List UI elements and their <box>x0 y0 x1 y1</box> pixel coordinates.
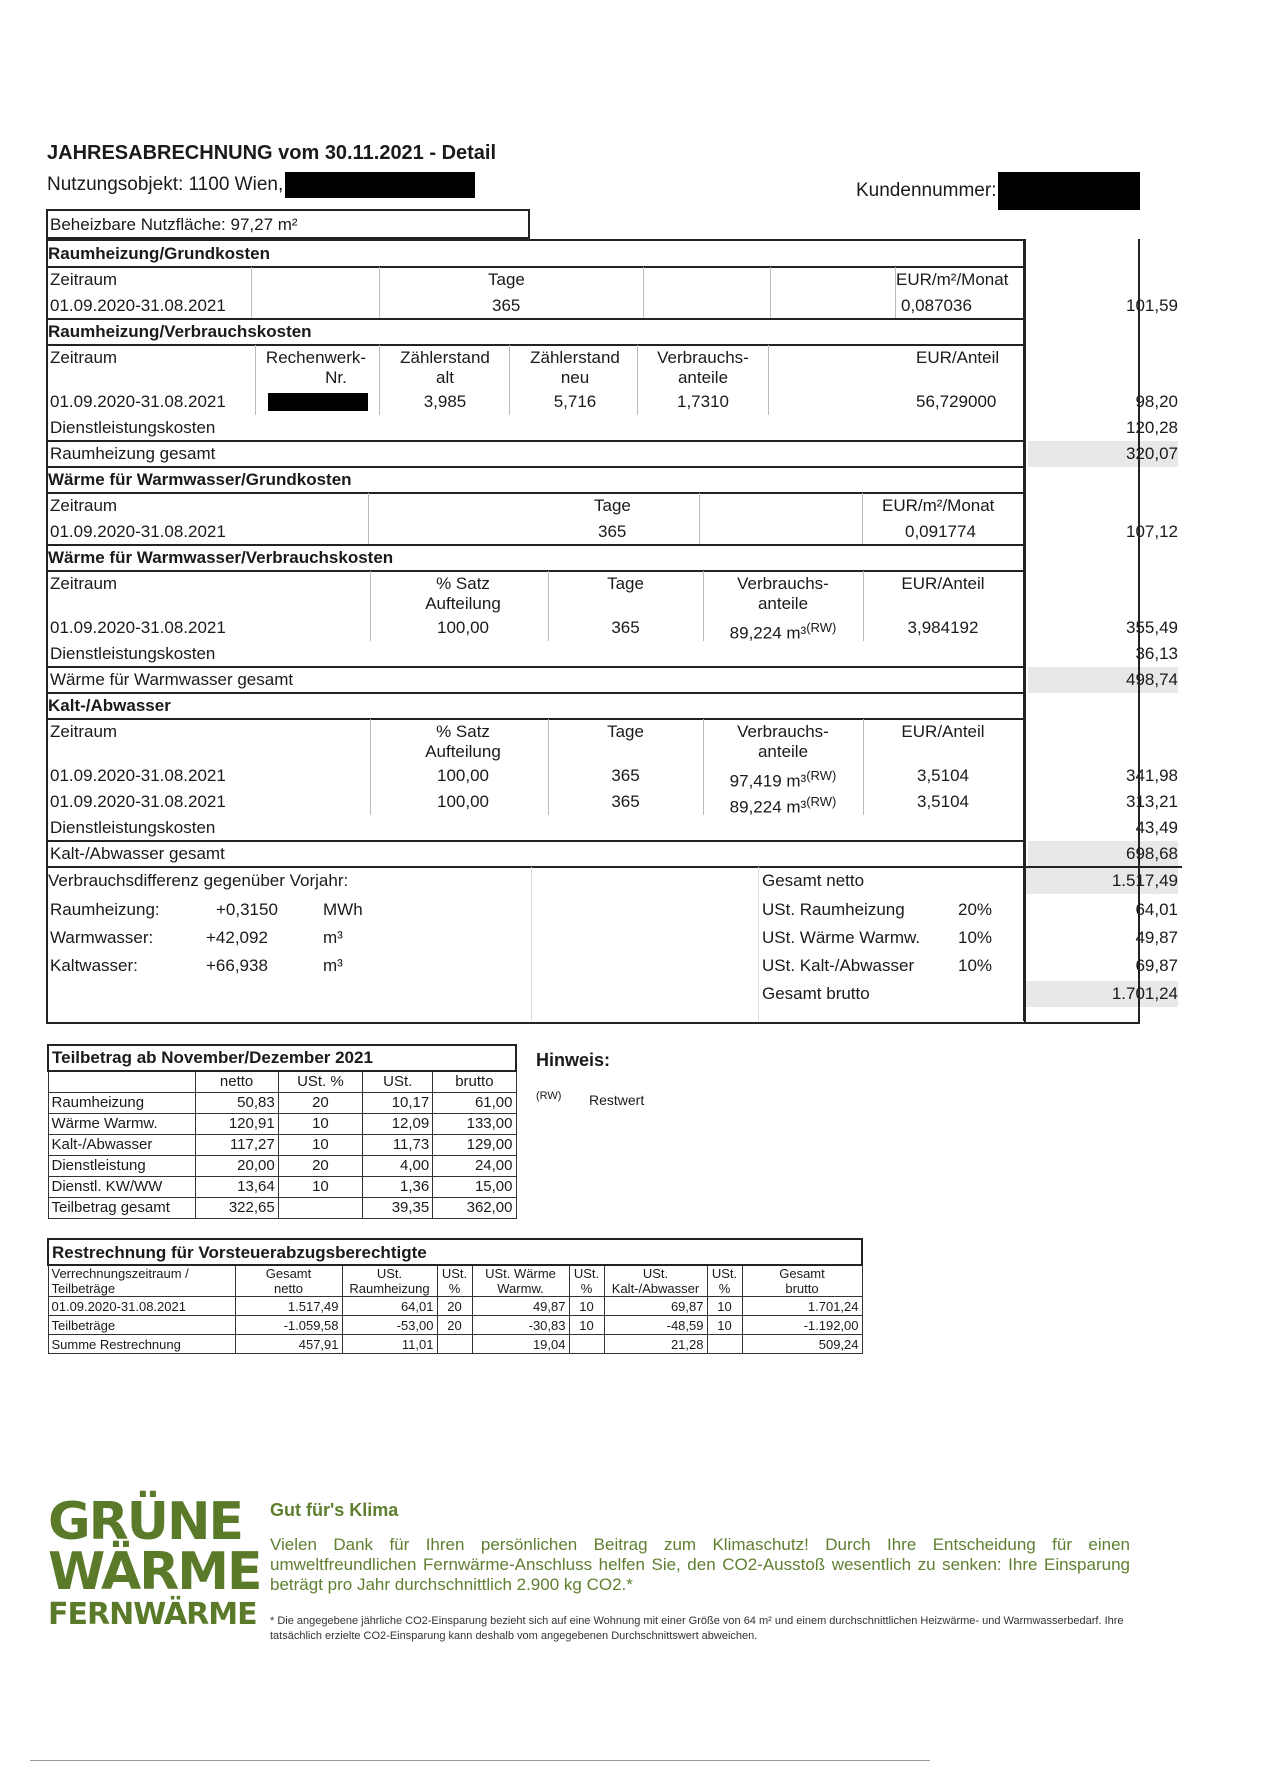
summary-row: Gesamt netto 1.517,49 <box>762 868 1182 894</box>
gruene-waerme-logo: GRÜNE WÄRME FERNWÄRME <box>48 1492 261 1632</box>
table-row: Dienstl. KW/WW 13,64 10 1,36 15,00 <box>48 1177 516 1198</box>
section-title: Raumheizung/Verbrauchskosten <box>48 322 312 341</box>
table-row: Dienstleistungskosten 43,49 <box>50 818 1178 837</box>
summary-row: Gesamt brutto 1.701,24 <box>762 981 1182 1007</box>
summary-frame <box>1024 864 1140 1024</box>
table-row: Teilbeträge -1.059,58 -53,00 20 -30,83 10 -48,59 10 -1.192,00 <box>48 1316 862 1335</box>
nutzungsobjekt: Nutzungsobjekt: 1100 Wien, <box>47 172 475 198</box>
section-title: Kalt-/Abwasser <box>48 696 171 715</box>
diff-title: Verbrauchsdifferenz gegenüber Vorjahr: <box>48 871 349 890</box>
table-row: 01.09.2020-31.08.2021 1.517,49 64,01 20 49,87 10 69,87 10 1.701,24 <box>48 1297 862 1316</box>
table-header: Zeitraum Rechenwerk- Nr. Zählerstand alt Zählerstand neu Verbrauchs- anteile EUR/Anteil <box>50 348 1000 387</box>
table-row: 01.09.2020-31.08.2021 3,985 5,716 1,7310 56,729000 98,20 <box>50 392 1178 411</box>
footer-text: Vielen Dank für Ihren persönlichen Beitrag zum Klimaschutz! Durch Ihre Entscheidung für einen umweltfreundlichen Fernwärme-Anschluss helfen Sie, den CO2-Ausstoß wesentlich zu senken: Ihre Einsparung beträgt pro Jahr durchschnittlich 2.900 kg CO2.* <box>270 1535 1130 1594</box>
hinweis-text: Restwert <box>589 1092 645 1108</box>
summary-row: USt. Raumheizung 20% 64,01 <box>762 900 1178 919</box>
table-row: Dienstleistungskosten 36,13 <box>50 644 1178 663</box>
table-header: Zeitraum % Satz Aufteilung Tage Verbrauchs- anteile EUR/Anteil <box>50 722 985 761</box>
table-row: Dienstleistungskosten 120,28 <box>50 418 1178 437</box>
table-row: 01.09.2020-31.08.2021 100,00 365 97,419 m³$^{(RW)}$ 3,5104 341,98 <box>50 766 1178 791</box>
kundennummer: Kundennummer: <box>856 172 1140 210</box>
footer-note: * Die angegebene jährliche CO2-Einsparung bezieht sich auf eine Wohnung mit einer Größe von 64 m² und einem durchschnittlichen Heizwärme- und Warmwasserbedarf. Ihre tatsächlich erzielte CO2-Einsparung kann deshalb vom angegebenen Durchschnittswert abweichen. <box>270 1615 1124 1642</box>
summary-row: USt. Kalt-/Abwasser 10% 69,87 <box>762 956 1178 975</box>
subtotal-row: Kalt-/Abwasser gesamt 698,68 <box>48 841 1182 867</box>
table-row: 01.09.2020-31.08.2021 365 0,091774 107,12 <box>50 522 1178 541</box>
redaction-bar <box>268 393 368 411</box>
nutzflaeche-box: Beheizbare Nutzfläche: 97,27 m² <box>46 209 530 239</box>
redaction-bar <box>285 172 475 198</box>
table-row: Teilbetrag gesamt 322,65 39,35 362,00 <box>48 1198 516 1219</box>
hinweis-sup: (RW) <box>536 1090 562 1102</box>
table-row: Summe Restrechnung 457,91 11,01 19,04 21,28 509,24 <box>48 1335 862 1354</box>
table-row: 01.09.2020-31.08.2021 100,00 365 89,224 m³$^{(RW)}$ 3,5104 313,21 <box>50 792 1178 817</box>
table-header: Zeitraum % Satz Aufteilung Tage Verbrauchs- anteile EUR/Anteil <box>50 574 985 613</box>
main-statement-table <box>46 239 1178 1024</box>
section-title: Wärme für Warmwasser/Grundkosten <box>48 470 352 489</box>
section-title: Raumheizung/Grundkosten <box>48 244 270 263</box>
page-bottom-line <box>30 1760 930 1761</box>
table-header: Zeitraum Tage EUR/m²/Monat <box>50 496 995 515</box>
diff-row: Warmwasser: +42,092 m³ <box>50 928 343 947</box>
hinweis-title: Hinweis: <box>536 1050 611 1070</box>
table-row: Wärme Warmw. 120,91 10 12,09 133,00 <box>48 1114 516 1135</box>
document-title: JAHRESABRECHNUNG vom 30.11.2021 - Detail <box>47 142 497 164</box>
table-row: Raumheizung 50,83 20 10,17 61,00 <box>48 1093 516 1114</box>
table-row: 01.09.2020-31.08.2021 365 0,087036 101,59 <box>50 296 1178 315</box>
subtotal-row: Wärme für Warmwasser gesamt 498,74 <box>48 667 1182 693</box>
diff-row: Kaltwasser: +66,938 m³ <box>50 956 343 975</box>
footer-heading: Gut für's Klima <box>270 1500 399 1520</box>
section-title: Wärme für Warmwasser/Verbrauchskosten <box>48 548 394 567</box>
restrechnung-table: Restrechnung für Vorsteuerabzugsberechtigte Verrechnungszeitraum / Teilbeträge Gesamt netto USt. Raumheizung USt. % USt. Wärme Warmw. USt. % USt. Kalt-/Abwasser USt. % Gesamt brutto 01.09.2020-31.08.2021 1.517,49 64,01 20 49,87 10 69,87 10 1.701,24 Teilbeträge -1.059,58 -53,00 20 -30,83 10 -48,59 10 -1.192,00 Summe Restrechnung 457,91 11,01 19,04 21,28 509,24 <box>47 1238 863 1354</box>
redaction-bar <box>998 172 1140 210</box>
table-header: Zeitraum Tage EUR/m²/Monat <box>50 270 1009 289</box>
table-row: 01.09.2020-31.08.2021 100,00 365 89,224 m³$^{(RW)}$ 3,984192 355,49 <box>50 618 1178 643</box>
subtotal-row: Raumheizung gesamt 320,07 <box>48 441 1182 467</box>
diff-row: Raumheizung: +0,3150 MWh <box>50 900 363 919</box>
table-row: Kalt-/Abwasser 117,27 10 11,73 129,00 <box>48 1135 516 1156</box>
total-column-frame <box>1024 239 1140 865</box>
table-row: Dienstleistung 20,00 20 4,00 24,00 <box>48 1156 516 1177</box>
summary-row: USt. Wärme Warmw. 10% 49,87 <box>762 928 1178 947</box>
teilbetrag-table: Teilbetrag ab November/Dezember 2021 netto USt. % USt. brutto Raumheizung 50,83 20 10,17 61,00 Wärme Warmw. 120,91 10 12,09 133,00 Kalt-/Abwasser 117,27 10 11,73 129,00 Dienstleistung 20,00 20 4,00 24,00 Dienstl. KW/WW 13,64 10 1,36 15,00 Teilbetrag gesamt 322,65 39,35 362,00 <box>47 1044 517 1219</box>
